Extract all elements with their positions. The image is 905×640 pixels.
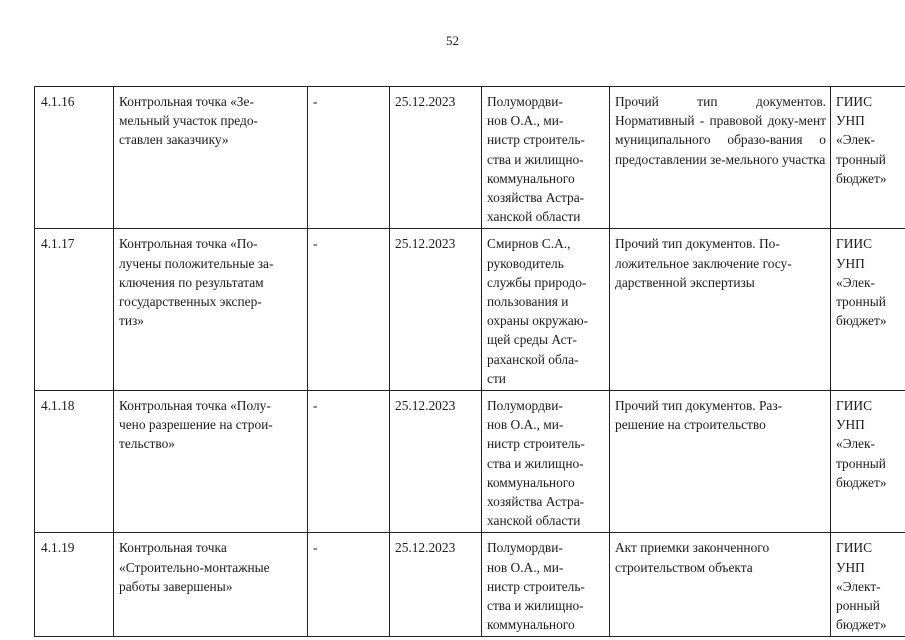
cell-start-date [308,229,390,391]
cell-document-text: Прочий тип документов. Нормативный - правовой доку-мент муниципального образо-вания о предоставлении зе-мельного участка [615,94,826,167]
cell-responsible-text: Полумордви- нов О.А., ми- нистр строитель- ства и жилищно- коммунального хозяйства Астра- ханской области [487,398,585,529]
cell-control-point-text: Контрольная точка «По- лучены положительные за- ключения по результатам государственных экспер- тиз» [119,236,274,329]
cell-document [610,533,831,637]
cell-info-system [831,229,905,391]
plan-table-container [34,86,887,637]
cell-info-system-text: ГИИС УНП «Элек- тронный бюджет» [836,94,887,186]
cell-start-date-text: - [313,540,318,556]
cell-responsible-text: Полумордви- нов О.А., ми- нистр строитель- ства и жилищно- коммунального хозяйства Астра- ханской области [487,94,585,225]
cell-document [610,229,831,391]
cell-document-text: Акт приемки законченного строительством объекта [615,540,770,575]
cell-responsible [482,533,610,637]
cell-control-point-text: Контрольная точка «Полу- чено разрешение на строи- тельство» [119,398,273,452]
cell-responsible-text: Полумордви- нов О.А., ми- нистр строитель- ства и жилищно- коммунального [487,540,585,633]
table-row [35,87,905,229]
cell-info-system-text: ГИИС УНП «Элек- тронный бюджет» [836,236,887,329]
page-number: 52 [446,33,459,48]
cell-number-text: 4.1.19 [41,540,75,556]
cell-document-text: Прочий тип документов. По- ложительное заключение госу- дарственной экспертизы [615,236,792,290]
cell-number-text: 4.1.16 [41,94,75,109]
cell-responsible [482,229,610,391]
table-row [35,229,905,391]
cell-number [35,391,114,533]
cell-document [610,87,831,229]
cell-start-date [308,391,390,533]
cell-number-text: 4.1.17 [41,236,75,252]
cell-number [35,87,114,229]
cell-info-system [831,87,905,229]
cell-start-date [308,533,390,637]
cell-info-system-text: ГИИС УНП «Элек- тронный бюджет» [836,398,887,490]
cell-end-date-text: 25.12.2023 [395,94,456,109]
cell-end-date [390,229,482,391]
cell-end-date-text: 25.12.2023 [395,540,456,556]
control-points-table [34,86,905,637]
cell-start-date-text: - [313,94,318,109]
cell-start-date-text: - [313,398,318,414]
cell-control-point [114,533,308,637]
cell-start-date [308,87,390,229]
cell-control-point [114,87,308,229]
cell-control-point [114,229,308,391]
cell-end-date-text: 25.12.2023 [395,398,456,414]
cell-number [35,533,114,637]
table-row [35,391,905,533]
cell-info-system [831,391,905,533]
cell-control-point-text: Контрольная точка «Строительно-монтажные работы завершены» [119,540,270,594]
cell-info-system [831,533,905,637]
cell-end-date-text: 25.12.2023 [395,236,456,252]
cell-end-date [390,391,482,533]
cell-end-date [390,87,482,229]
cell-responsible-text: Смирнов С.А., руководитель службы природо- пользования и охраны окружаю- щей среды Аст- раханской обла- сти [487,236,589,386]
cell-responsible [482,87,610,229]
cell-document [610,391,831,533]
cell-number [35,229,114,391]
cell-document-text: Прочий тип документов. Раз- решение на строительство [615,398,783,433]
cell-end-date [390,533,482,637]
cell-control-point [114,391,308,533]
table-row [35,533,905,637]
cell-number-text: 4.1.18 [41,398,75,414]
cell-control-point-text: Контрольная точка «Зе- мельный участок предо- ставлен заказчику» [119,94,259,148]
cell-info-system-text: ГИИС УНП «Элект- ронный бюджет» [836,540,887,633]
cell-responsible [482,391,610,533]
cell-start-date-text: - [313,236,318,252]
